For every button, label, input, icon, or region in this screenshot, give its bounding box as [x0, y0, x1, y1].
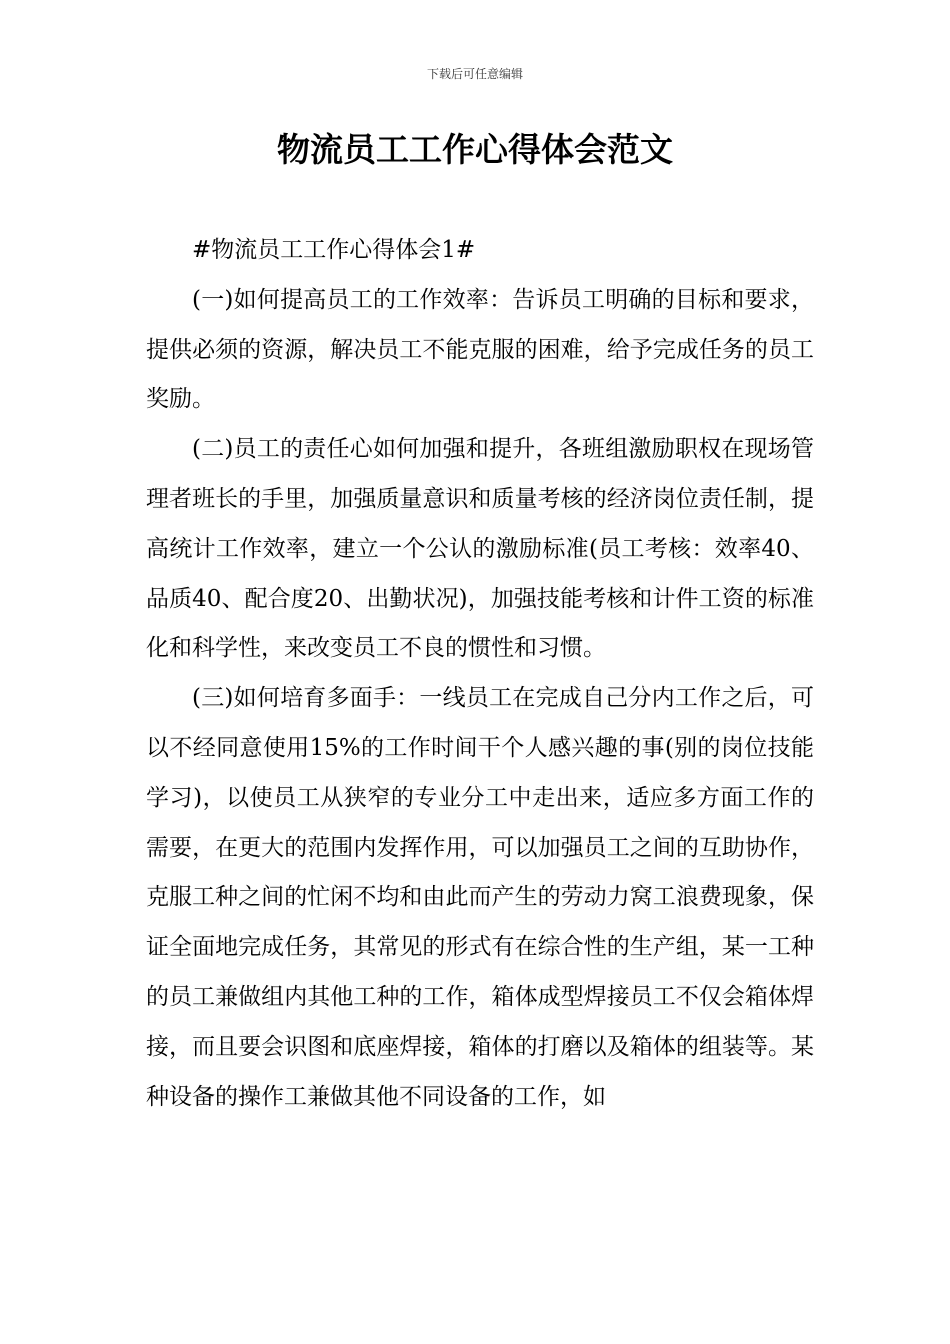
paragraph-1: (一)如何提高员工的工作效率：告诉员工明确的目标和要求，提供必须的资源，解决员工不能克服的困难，给予完成任务的员工奖励。 — [146, 286, 814, 413]
document-body — [146, 226, 814, 1122]
header-note: 下载后可任意编辑 — [426, 67, 523, 81]
document-title: 物流员工工作心得体会范文 — [277, 130, 673, 169]
paragraph-3: (三)如何培育多面手：一线员工在完成自己分内工作之后，可以不经同意使用15%的工作时间干个人感兴趣的事(别的岗位技能学习)，以使员工从狭窄的专业分工中走出来，适应多方面工作的需要，在更大的范围内发挥作用，可以加强员工之间的互助协作，克服工种之间的忙闲不均和由此而产生的劳动力窝工浪费现象，保证全面地完成任务，其常见的形式有在综合性的生产组，某一工种的员工兼做组内其他工种的工作，箱体成型焊接员工不仅会箱体焊接，而且要会识图和底座焊接，箱体的打磨以及箱体的组装等。某种设备的操作工兼做其他不同设备的工作，如 — [146, 685, 814, 1110]
section-heading: #物流员工工作心得体会1# — [192, 237, 476, 263]
paragraph-2: (二)员工的责任心如何加强和提升，各班组激励职权在现场管理者班长的手里，加强质量意识和质量考核的经济岗位责任制，提高统计工作效率，建立一个公认的激励标准(员工考核：效率40、品质40、配合度20、出勤状况)，加强技能考核和计件工资的标准化和科学性，来改变员工不良的惯性和习惯。 — [146, 436, 814, 662]
